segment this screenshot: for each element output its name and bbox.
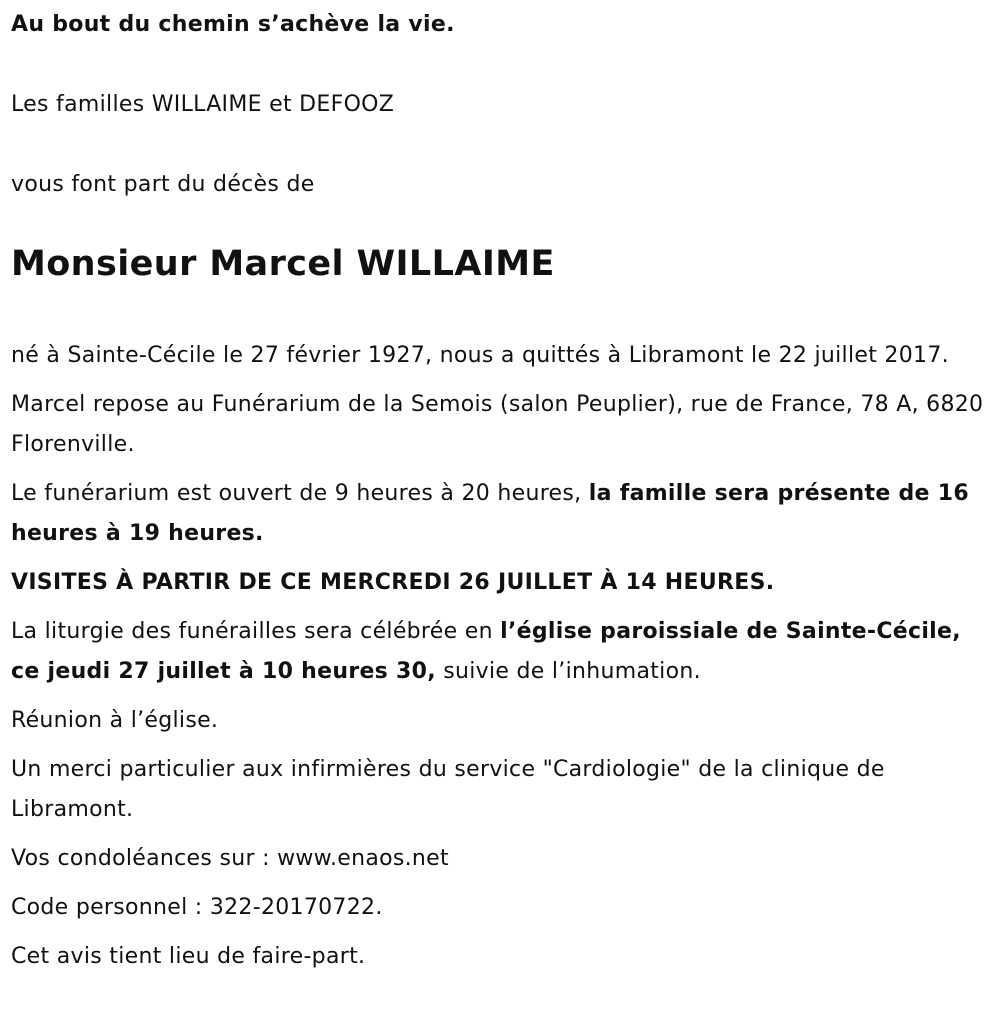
liturgy-place-time-text: l’église paroissiale de Sainte-Cécile, ce jeudi 27 juillet à 10 heures 30, xyxy=(11,619,961,684)
deceased-name: Monsieur Marcel WILLAIME xyxy=(11,244,555,284)
liturgy-intro-text: La liturgie des funérailles sera célébrée en xyxy=(11,619,501,644)
condolences-website: www.enaos.net xyxy=(277,846,449,871)
closing-paragraph: Cet avis tient lieu de faire-part. xyxy=(11,944,366,969)
liturgy-end-text: suivie de l’inhumation. xyxy=(435,659,701,684)
families-line: Les familles WILLAIME et DEFOOZ xyxy=(11,92,395,117)
intro-line: vous font part du décès de xyxy=(11,172,315,197)
meeting-paragraph: Réunion à l’église. xyxy=(11,708,219,733)
family-presence-text: la famille sera présente de 16 heures à 19 heures. xyxy=(11,481,969,546)
notice-body xyxy=(11,336,986,986)
personal-code-paragraph: Code personnel : 322-20170722. xyxy=(11,895,383,920)
opening-hours-text: Le funérarium est ouvert de 9 heures à 20 heures, xyxy=(11,481,589,506)
birth-death-paragraph: né à Sainte-Cécile le 27 février 1927, nous a quittés à Libramont le 22 juillet 2017. xyxy=(11,343,949,368)
opening-line: Au bout du chemin s’achève la vie. xyxy=(11,12,455,37)
rest-place-paragraph: Marcel repose au Funérarium de la Semois (salon Peuplier), rue de France, 78 A, 6820 Florenville. xyxy=(11,392,984,457)
condolences-paragraph xyxy=(11,839,986,879)
liturgy-paragraph xyxy=(11,612,986,692)
visits-paragraph: VISITES À PARTIR DE CE MERCREDI 26 JUILLET À 14 HEURES. xyxy=(11,570,775,595)
thanks-paragraph: Un merci particulier aux infirmières du service "Cardiologie" de la clinique de Libramont. xyxy=(11,757,885,822)
opening-hours-paragraph xyxy=(11,474,986,554)
condolences-label: Vos condoléances sur : xyxy=(11,846,278,871)
